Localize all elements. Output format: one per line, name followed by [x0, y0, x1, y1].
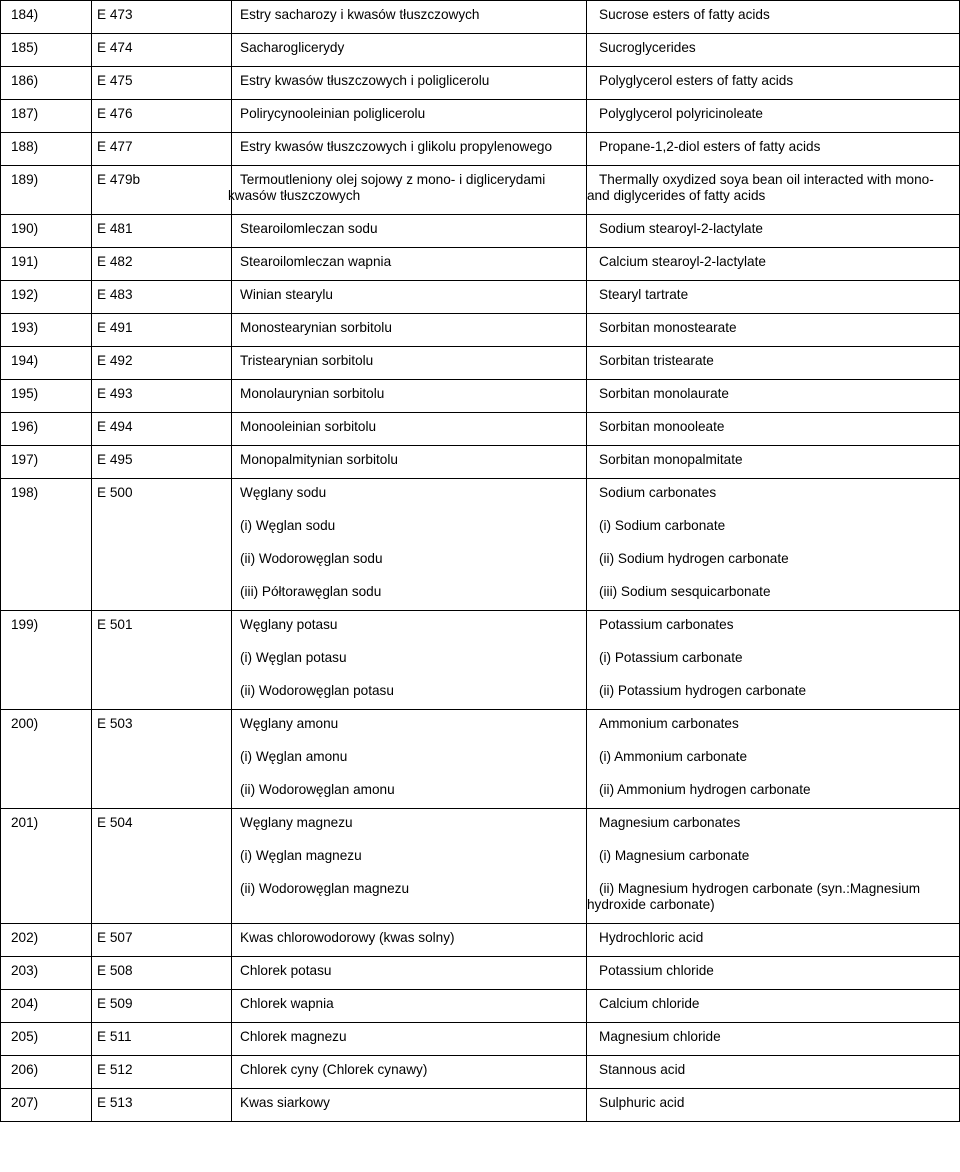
- e-code-text: E 477: [97, 139, 133, 154]
- row-number-text: 193): [11, 320, 39, 335]
- row-number-text: 200): [11, 716, 39, 731]
- polish-name: [232, 957, 587, 990]
- e-code: [92, 67, 232, 100]
- row-number: [1, 166, 92, 215]
- polish-subitem: (ii) Wodorowęglan amonu: [240, 782, 395, 797]
- polish-name: [232, 347, 587, 380]
- row-number-text: 195): [11, 386, 39, 401]
- table-row: [1, 1056, 960, 1089]
- row-number-text: 190): [11, 221, 39, 236]
- row-number: [1, 1, 92, 34]
- e-code: [92, 281, 232, 314]
- english-name: [587, 166, 960, 215]
- table-row: [1, 1, 960, 34]
- table-row: [1, 809, 960, 924]
- row-number: [1, 924, 92, 957]
- row-number-text: 205): [11, 1029, 39, 1044]
- row-number: [1, 479, 92, 611]
- e-code: [92, 809, 232, 924]
- e-code: [92, 479, 232, 611]
- row-number: [1, 133, 92, 166]
- english-name: [587, 413, 960, 446]
- english-name: [587, 924, 960, 957]
- e-code-text: E 492: [97, 353, 133, 368]
- polish-name-text: Estry kwasów tłuszczowych i poliglicerolu: [240, 73, 490, 88]
- row-number: [1, 67, 92, 100]
- polish-name: [232, 314, 587, 347]
- english-name-text: Thermally oxydized soya bean oil interacted with mono- and diglycerides of fatty acids: [587, 172, 934, 203]
- e-code: [92, 1, 232, 34]
- english-name: [587, 446, 960, 479]
- english-name: [587, 314, 960, 347]
- polish-subitem: (ii) Wodorowęglan sodu: [240, 551, 383, 566]
- english-subitem: (i) Magnesium carbonate: [599, 848, 750, 863]
- polish-name-text: Węglany sodu: [240, 485, 327, 500]
- english-name-text: Sorbitan monolaurate: [599, 386, 729, 401]
- polish-name: [232, 1, 587, 34]
- row-number-text: 203): [11, 963, 39, 978]
- polish-name: [232, 133, 587, 166]
- row-number: [1, 611, 92, 710]
- english-name: [587, 1089, 960, 1122]
- polish-name: [232, 479, 587, 611]
- polish-name-text: Winian stearylu: [240, 287, 333, 302]
- polish-name: [228, 166, 587, 215]
- polish-name-text: Węglany potasu: [240, 617, 338, 632]
- e-code: [92, 133, 232, 166]
- row-number: [1, 281, 92, 314]
- e-code-text: E 475: [97, 73, 133, 88]
- table-row: [1, 479, 960, 611]
- polish-name-text: Chlorek cyny (Chlorek cynawy): [240, 1062, 428, 1077]
- polish-name: [232, 413, 587, 446]
- e-code-text: E 491: [97, 320, 133, 335]
- polish-name-text: Monopalmitynian sorbitolu: [240, 452, 398, 467]
- e-code: [92, 413, 232, 446]
- row-number-text: 206): [11, 1062, 39, 1077]
- english-name-text: Calcium chloride: [599, 996, 700, 1011]
- row-number: [1, 1089, 92, 1122]
- polish-subitem: (i) Węglan amonu: [240, 749, 348, 764]
- polish-subitem: (ii) Wodorowęglan magnezu: [240, 881, 409, 896]
- row-number-text: 197): [11, 452, 39, 467]
- e-code-text: E 508: [97, 963, 133, 978]
- table-row: [1, 100, 960, 133]
- table-row: [1, 446, 960, 479]
- english-name: [587, 957, 960, 990]
- row-number-text: 189): [11, 172, 39, 187]
- polish-name: [232, 924, 587, 957]
- polish-name-text: Węglany magnezu: [240, 815, 353, 830]
- row-number-text: 194): [11, 353, 39, 368]
- row-number-text: 198): [11, 485, 39, 500]
- row-number-text: 184): [11, 7, 39, 22]
- table-row: [1, 380, 960, 413]
- row-number: [1, 34, 92, 67]
- polish-name-text: Polirycynooleinian poliglicerolu: [240, 106, 426, 121]
- e-code: [92, 248, 232, 281]
- polish-subitem: (i) Węglan sodu: [240, 518, 336, 533]
- table-row: [1, 1089, 960, 1122]
- table-row: [1, 248, 960, 281]
- english-name: [587, 990, 960, 1023]
- polish-name: [232, 380, 587, 413]
- polish-subitem: (iii) Półtorawęglan sodu: [240, 584, 382, 599]
- table-row: [1, 924, 960, 957]
- row-number-text: 185): [11, 40, 39, 55]
- english-name-text: Sodium carbonates: [599, 485, 717, 500]
- e-code: [92, 710, 232, 809]
- english-subitem: (i) Sodium carbonate: [599, 518, 726, 533]
- polish-name-text: Stearoilomleczan sodu: [240, 221, 378, 236]
- polish-name-text: Monolaurynian sorbitolu: [240, 386, 385, 401]
- english-name-text: Stannous acid: [599, 1062, 686, 1077]
- row-number: [1, 809, 92, 924]
- polish-name: [232, 446, 587, 479]
- row-number-text: 191): [11, 254, 39, 269]
- polish-name-text: Estry sacharozy i kwasów tłuszczowych: [240, 7, 480, 22]
- polish-name: [232, 67, 587, 100]
- table-row: [1, 166, 960, 215]
- polish-subitem: (i) Węglan potasu: [240, 650, 347, 665]
- polish-subitem: (ii) Wodorowęglan potasu: [240, 683, 394, 698]
- english-name-text: Sulphuric acid: [599, 1095, 685, 1110]
- polish-name-text: Chlorek magnezu: [240, 1029, 347, 1044]
- e-code-text: E 493: [97, 386, 133, 401]
- row-number: [1, 314, 92, 347]
- english-name-text: Sorbitan tristearate: [599, 353, 714, 368]
- english-name-text: Sucrose esters of fatty acids: [599, 7, 770, 22]
- english-subitem: (ii) Magnesium hydrogen carbonate (syn.:Magnesium hydroxide carbonate): [587, 881, 921, 912]
- e-code: [92, 990, 232, 1023]
- e-code-text: E 501: [97, 617, 133, 632]
- english-name: [587, 710, 960, 809]
- polish-name-text: Tristearynian sorbitolu: [240, 353, 374, 368]
- english-name-text: Potassium chloride: [599, 963, 714, 978]
- polish-name-text: Kwas siarkowy: [240, 1095, 330, 1110]
- english-name: [587, 67, 960, 100]
- row-number: [1, 446, 92, 479]
- polish-name: [232, 710, 587, 809]
- english-name-text: Hydrochloric acid: [599, 930, 704, 945]
- e-code-text: E 474: [97, 40, 133, 55]
- e-code: [92, 957, 232, 990]
- e-code: [92, 100, 232, 133]
- row-number-text: 204): [11, 996, 39, 1011]
- e-code: [92, 1023, 232, 1056]
- e-code-text: E 512: [97, 1062, 133, 1077]
- e-code: [92, 347, 232, 380]
- english-subitem: (ii) Ammonium hydrogen carbonate: [599, 782, 811, 797]
- row-number: [1, 347, 92, 380]
- e-code-text: E 479b: [97, 172, 141, 187]
- row-number-text: 199): [11, 617, 39, 632]
- table-row: [1, 281, 960, 314]
- e-code-text: E 500: [97, 485, 133, 500]
- e-code: [92, 1089, 232, 1122]
- row-number-text: 187): [11, 106, 39, 121]
- english-name-text: Polyglycerol polyricinoleate: [599, 106, 763, 121]
- english-name: [587, 100, 960, 133]
- english-name-text: Ammonium carbonates: [599, 716, 739, 731]
- english-name: [587, 347, 960, 380]
- e-code: [92, 446, 232, 479]
- english-name: [587, 215, 960, 248]
- english-subitem: (i) Potassium carbonate: [599, 650, 743, 665]
- e-code-text: E 509: [97, 996, 133, 1011]
- polish-name: [232, 990, 587, 1023]
- row-number: [1, 1023, 92, 1056]
- english-name: [587, 34, 960, 67]
- e-code: [92, 314, 232, 347]
- english-name-text: Polyglycerol esters of fatty acids: [599, 73, 794, 88]
- e-code: [92, 380, 232, 413]
- row-number: [1, 990, 92, 1023]
- english-subitem: (i) Ammonium carbonate: [599, 749, 748, 764]
- polish-name: [232, 1056, 587, 1089]
- english-name-text: Calcium stearoyl-2-lactylate: [599, 254, 766, 269]
- e-code-text: E 476: [97, 106, 133, 121]
- polish-name-text: Termoutleniony olej sojowy z mono- i diglicerydami kwasów tłuszczowych: [228, 172, 546, 203]
- english-name: [587, 1, 960, 34]
- e-code-text: E 473: [97, 7, 133, 22]
- polish-subitem: (i) Węglan magnezu: [240, 848, 362, 863]
- row-number: [1, 100, 92, 133]
- e-code-text: E 495: [97, 452, 133, 467]
- polish-name: [232, 281, 587, 314]
- english-name-text: Sucroglycerides: [599, 40, 696, 55]
- english-name: [587, 380, 960, 413]
- polish-name-text: Estry kwasów tłuszczowych i glikolu propylenowego: [240, 139, 553, 154]
- row-number-text: 188): [11, 139, 39, 154]
- e-code-text: E 481: [97, 221, 133, 236]
- english-name: [587, 281, 960, 314]
- row-number-text: 196): [11, 419, 39, 434]
- table-row: [1, 314, 960, 347]
- polish-name-text: Monostearynian sorbitolu: [240, 320, 392, 335]
- row-number: [1, 215, 92, 248]
- table-row: [1, 611, 960, 710]
- e-code: [92, 1056, 232, 1089]
- english-name-text: Magnesium carbonates: [599, 815, 741, 830]
- english-name-text: Potassium carbonates: [599, 617, 734, 632]
- e-code-text: E 511: [97, 1029, 132, 1044]
- english-name: [587, 1056, 960, 1089]
- e-code-text: E 494: [97, 419, 133, 434]
- polish-name-text: Chlorek wapnia: [240, 996, 334, 1011]
- english-subitem: (ii) Potassium hydrogen carbonate: [599, 683, 807, 698]
- row-number: [1, 248, 92, 281]
- polish-name-text: Kwas chlorowodorowy (kwas solny): [240, 930, 455, 945]
- e-code-text: E 513: [97, 1095, 133, 1110]
- polish-name-text: Monooleinian sorbitolu: [240, 419, 377, 434]
- row-number: [1, 710, 92, 809]
- english-name-text: Propane-1,2-diol esters of fatty acids: [599, 139, 821, 154]
- english-name-text: Sorbitan monooleate: [599, 419, 725, 434]
- english-name-text: Stearyl tartrate: [599, 287, 689, 302]
- english-name-text: Sodium stearoyl-2-lactylate: [599, 221, 763, 236]
- polish-name-text: Sacharoglicerydy: [240, 40, 345, 55]
- english-name: [587, 809, 960, 924]
- polish-name-text: Stearoilomleczan wapnia: [240, 254, 392, 269]
- e-code-text: E 503: [97, 716, 133, 731]
- english-subitem: (iii) Sodium sesquicarbonate: [599, 584, 771, 599]
- e-code-text: E 504: [97, 815, 133, 830]
- table-row: [1, 67, 960, 100]
- english-name-text: Magnesium chloride: [599, 1029, 721, 1044]
- row-number: [1, 957, 92, 990]
- row-number: [1, 1056, 92, 1089]
- table-row: [1, 990, 960, 1023]
- e-code: [92, 34, 232, 67]
- table-row: [1, 347, 960, 380]
- e-code: [92, 166, 232, 215]
- polish-name: [232, 100, 587, 133]
- e-code-text: E 482: [97, 254, 133, 269]
- english-name: [587, 133, 960, 166]
- row-number-text: 202): [11, 930, 39, 945]
- english-name-text: Sorbitan monostearate: [599, 320, 737, 335]
- table-row: [1, 34, 960, 67]
- e-code: [92, 215, 232, 248]
- polish-name: [232, 809, 587, 924]
- row-number: [1, 380, 92, 413]
- polish-name-text: Chlorek potasu: [240, 963, 332, 978]
- e-code-text: E 483: [97, 287, 133, 302]
- row-number-text: 201): [11, 815, 39, 830]
- polish-name: [232, 1023, 587, 1056]
- row-number-text: 186): [11, 73, 39, 88]
- table-row: [1, 215, 960, 248]
- polish-name: [232, 215, 587, 248]
- table-body: [1, 1, 960, 1122]
- english-subitem: (ii) Sodium hydrogen carbonate: [599, 551, 789, 566]
- table-row: [1, 133, 960, 166]
- table-row: [1, 957, 960, 990]
- polish-name-text: Węglany amonu: [240, 716, 339, 731]
- english-name: [587, 479, 960, 611]
- english-name: [587, 248, 960, 281]
- english-name: [587, 611, 960, 710]
- row-number-text: 192): [11, 287, 39, 302]
- english-name: [587, 1023, 960, 1056]
- table-row: [1, 710, 960, 809]
- table-row: [1, 413, 960, 446]
- polish-name: [232, 1089, 587, 1122]
- polish-name: [232, 34, 587, 67]
- english-name-text: Sorbitan monopalmitate: [599, 452, 743, 467]
- polish-name: [232, 248, 587, 281]
- row-number-text: 207): [11, 1095, 39, 1110]
- row-number: [1, 413, 92, 446]
- e-code: [92, 611, 232, 710]
- e-code: [92, 924, 232, 957]
- e-code-text: E 507: [97, 930, 133, 945]
- table-row: [1, 1023, 960, 1056]
- polish-name: [232, 611, 587, 710]
